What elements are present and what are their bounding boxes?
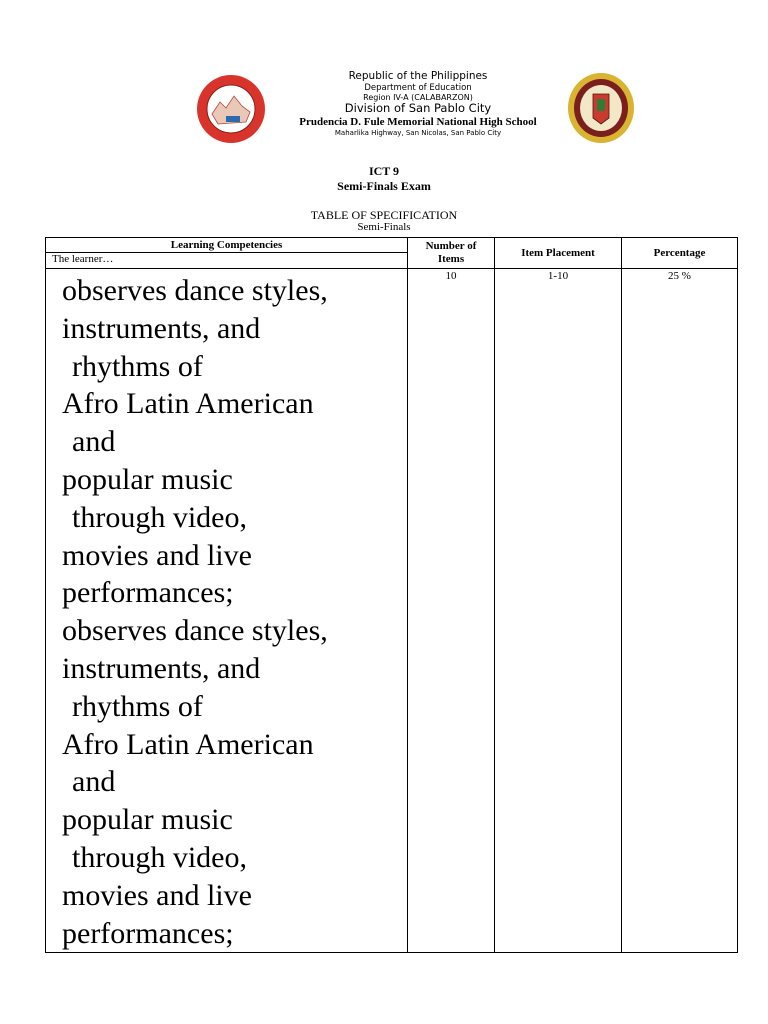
institution-block	[270, 70, 566, 138]
republic-line: Republic of the Philippines	[348, 70, 488, 82]
competency-line: through video,	[72, 500, 247, 534]
document-header	[0, 68, 768, 148]
table-title: TABLE OF SPECIFICATION	[310, 208, 458, 222]
placement-cell: 1-10	[495, 269, 622, 953]
division-seal-logo	[196, 74, 266, 144]
division-line: Division of San Pablo City	[344, 101, 492, 116]
table-subtitle: Semi-Finals	[357, 221, 411, 233]
learner-label: The learner…	[52, 253, 114, 265]
school-name: Prudencia D. Fule Memorial National High School	[299, 116, 537, 129]
competency-line: and	[72, 765, 116, 799]
competency-line: instruments, and	[62, 651, 261, 685]
school-address: Maharlika Highway, San Nicolas, San Pablo City	[334, 129, 502, 138]
competency-line: and	[72, 425, 116, 459]
exam-name: Semi-Finals Exam	[337, 179, 431, 193]
competency-cell	[46, 269, 408, 953]
num-items-header-line1: Number of	[425, 240, 477, 252]
competency-line: Afro Latin American	[62, 387, 314, 421]
competency-line: Afro Latin American	[62, 727, 314, 761]
competency-line: rhythms of	[72, 349, 203, 383]
competency-line: observes dance styles,	[62, 614, 328, 648]
competency-line: through video,	[72, 840, 247, 874]
competencies-header	[46, 238, 408, 269]
num-items-header-line2: Items	[437, 253, 465, 265]
competencies-header-label: Learning Competencies	[170, 239, 283, 251]
num-items-cell: 10	[408, 269, 495, 953]
competency-line: movies and live	[62, 878, 252, 912]
department-line: Department of Education	[364, 82, 472, 93]
competency-line: observes dance styles,	[62, 274, 328, 307]
specification-table	[45, 237, 738, 953]
competency-line: movies and live	[62, 538, 252, 572]
percentage-header: Percentage	[622, 238, 738, 269]
competency-line: rhythms of	[72, 689, 203, 723]
region-line: Region IV-A (CALABARZON)	[363, 92, 473, 102]
competency-line: popular music	[62, 803, 233, 837]
competency-line: popular music	[62, 462, 233, 496]
competency-line: performances;	[62, 916, 234, 950]
table-header-row	[46, 238, 738, 269]
placement-header: Item Placement	[495, 238, 622, 269]
competency-line: instruments, and	[62, 311, 261, 345]
exam-titles	[0, 164, 768, 194]
table-row	[46, 269, 738, 953]
exam-subject: ICT 9	[368, 164, 400, 178]
percentage-cell: 25 %	[622, 269, 738, 953]
competency-line: performances;	[62, 576, 234, 610]
num-items-header	[408, 238, 495, 269]
school-seal-logo	[567, 72, 635, 144]
